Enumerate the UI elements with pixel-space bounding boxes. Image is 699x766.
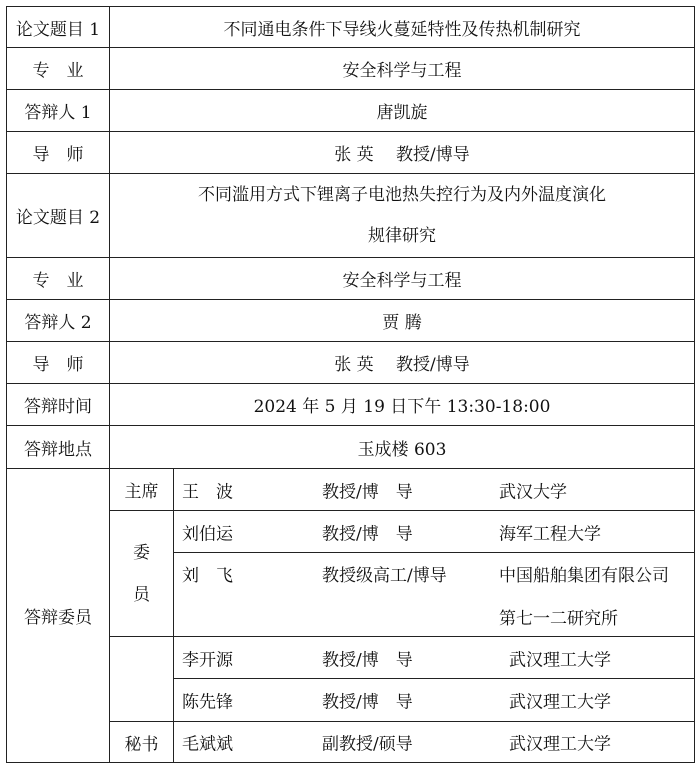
label-defender2: 答辩人 2 — [7, 300, 110, 342]
value-advisor1: 张 英 教授/博导 — [110, 132, 695, 174]
label-advisor2: 导 师 — [7, 342, 110, 384]
row-secretary — [7, 722, 695, 763]
label-time: 答辩时间 — [7, 384, 110, 426]
member-entry-4 — [174, 679, 695, 722]
secretary-title: 副教授/硕导 — [322, 734, 413, 755]
row-major2 — [7, 258, 695, 300]
member-entry-3 — [174, 637, 695, 679]
member-org-2-line2: 第七一二研究所 — [499, 609, 618, 629]
member-title-3: 教授/博 导 — [322, 650, 413, 670]
value-topic2-line2: 规律研究 — [368, 225, 436, 246]
value-major1: 安全科学与工程 — [110, 48, 695, 90]
secretary-org: 武汉理工大学 — [509, 734, 611, 755]
secretary-name: 毛斌斌 — [182, 734, 233, 755]
member-org-4: 武汉理工大学 — [509, 692, 611, 713]
label-topic1: 论文题目 1 — [7, 7, 110, 48]
row-member-4 — [7, 679, 695, 722]
row-place — [7, 426, 695, 469]
value-defender1: 唐凯旋 — [110, 90, 695, 132]
member-name-1: 刘伯运 — [182, 524, 233, 544]
member-entry-2 — [174, 553, 695, 637]
label-chair: 主席 — [110, 469, 174, 511]
value-topic1: 不同通电条件下导线火蔓延特性及传热机制研究 — [110, 7, 695, 48]
label-members-char1: 委 — [133, 542, 150, 563]
label-secretary: 秘书 — [110, 722, 174, 763]
member-org-3: 武汉理工大学 — [509, 650, 611, 670]
value-topic2 — [110, 174, 695, 258]
label-major1: 专 业 — [7, 48, 110, 90]
member-entry-1 — [174, 511, 695, 553]
row-member-3 — [7, 637, 695, 679]
secretary-entry — [174, 722, 695, 763]
members-spacer — [110, 637, 174, 679]
chair-name: 王 波 — [182, 482, 233, 502]
row-defender2 — [7, 300, 695, 342]
member-title-4: 教授/博 导 — [322, 692, 413, 713]
row-chair — [7, 469, 695, 511]
label-place: 答辩地点 — [7, 426, 110, 469]
row-topic2 — [7, 174, 695, 258]
chair-entry — [174, 469, 695, 511]
member-org-2-line1: 中国船舶集团有限公司 — [499, 566, 669, 586]
label-defender1: 答辩人 1 — [7, 90, 110, 132]
label-committee: 答辩委员 — [7, 469, 110, 763]
member-title-1: 教授/博 导 — [322, 524, 413, 544]
value-place: 玉成楼 603 — [110, 426, 695, 469]
value-time: 2024 年 5 月 19 日下午 13:30-18:00 — [110, 384, 695, 426]
value-advisor2: 张 英 教授/博导 — [110, 342, 695, 384]
defense-info-table — [6, 6, 695, 763]
value-defender2: 贾 腾 — [110, 300, 695, 342]
row-defender1 — [7, 90, 695, 132]
label-major2: 专 业 — [7, 258, 110, 300]
row-member-1 — [7, 511, 695, 553]
chair-org: 武汉大学 — [499, 482, 567, 502]
row-major1 — [7, 48, 695, 90]
label-members — [110, 511, 174, 637]
member-name-3: 李开源 — [182, 650, 233, 670]
member-org-1: 海军工程大学 — [499, 524, 601, 544]
label-topic2: 论文题目 2 — [7, 174, 110, 258]
value-major2: 安全科学与工程 — [110, 258, 695, 300]
row-advisor2 — [7, 342, 695, 384]
row-topic1 — [7, 7, 695, 48]
row-time — [7, 384, 695, 426]
chair-title: 教授/博 导 — [322, 482, 413, 502]
value-topic2-line1: 不同滥用方式下锂离子电池热失控行为及内外温度演化 — [198, 184, 606, 205]
member-title-2: 教授级高工/博导 — [322, 566, 447, 586]
label-members-char2: 员 — [133, 584, 150, 605]
members-spacer-2 — [110, 679, 174, 722]
member-name-4: 陈先锋 — [182, 692, 233, 713]
row-advisor1 — [7, 132, 695, 174]
label-advisor1: 导 师 — [7, 132, 110, 174]
member-name-2: 刘 飞 — [182, 566, 233, 586]
